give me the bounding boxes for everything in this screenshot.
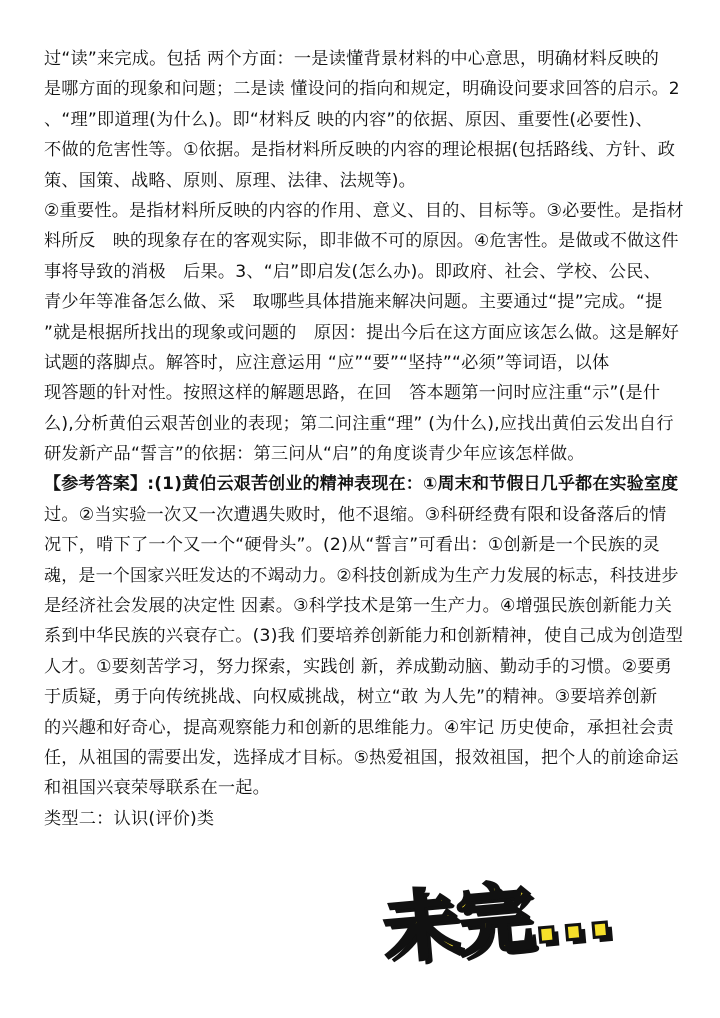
text-line: 系到中华民族的兴衰存亡。(3)我 们要培养创新能力和创新精神，使自己成为创造型 [44, 626, 684, 647]
unfinished-sticker: 未完... [379, 865, 615, 974]
text-line: ②重要性。是指材料所反映的内容的作用、意义、目的、目标等。③必要性。是指材 [44, 200, 684, 221]
text-line: 试题的落脚点。解答时，应注意运用 “应”“要”“坚持”“必须”等词语，以体 [44, 352, 610, 373]
text-line: 的兴趣和好奇心，提高观察能力和创新的思维能力。④牢记 历史使命，承担社会责 [44, 717, 674, 738]
text-line: 么),分析黄伯云艰苦创业的表现；第二问注重“理” (为什么),应找出黄伯云发出自行 [44, 413, 674, 434]
text-line: 料所反 映的现象存在的客观实际，即非做不可的原因。④危害性。是做或不做这件 [44, 231, 679, 252]
text-line: 于质疑，勇于向传统挑战、向权威挑战，树立“敢 为人先”的精神。③要培养创新 [44, 687, 658, 708]
text-line: 研发新产品“誓言”的依据：第三问从“启”的角度谈青少年应该怎样做。 [44, 444, 585, 465]
text-line: 况下，啃下了一个又一个“硬骨头”。(2)从“誓言”可看出：①创新是一个民族的灵 [44, 535, 660, 556]
text-line: 不做的危害性等。①依据。是指材料所反映的内容的理论根据(包括路线、方针、政 [44, 140, 676, 161]
text-line: ”就是根据所找出的现象或问题的 原因：提出今后在这方面应该怎么做。这是解好 [44, 322, 680, 343]
document-body [44, 44, 684, 834]
text-line: 、“理”即道理(为什么)。即“材料反 映的内容”的依据、原因、重要性(必要性)、 [44, 109, 653, 130]
section-heading: 类型二：认识(评价)类 [44, 808, 215, 829]
text-line: 人才。①要刻苦学习，努力探索，实践创 新，养成勤动脑、勤动手的习惯。②要勇 [44, 656, 673, 677]
text-line: 过。②当实验一次又一次遭遇失败时，他不退缩。③科研经费有限和设备落后的情 [44, 504, 667, 525]
text-line: 青少年等准备怎么做、采 取哪些具体措施来解决问题。主要通过“提”完成。“提 [44, 292, 663, 313]
reference-answer-line: 【参考答案】:(1)黄伯云艰苦创业的精神表现在：①周末和节假日几乎都在实验室度 [44, 474, 679, 495]
text-line: 魂，是一个国家兴旺发达的不竭动力。②科技创新成为生产力发展的标志，科技进步 [44, 565, 679, 586]
text-line: 任，从祖国的需要出发，选择成才目标。⑤热爱祖国，报效祖国，把个人的前途命运 [44, 747, 679, 768]
text-line: 策、国策、战略、原则、原理、法律、法规等)。 [44, 170, 417, 191]
text-line: 是哪方面的现象和问题；二是读 懂设问的指向和规定，明确设问要求回答的启示。2 [44, 79, 680, 100]
text-line: 是经济社会发展的决定性 因素。③科学技术是第一生产力。④增强民族创新能力关 [44, 596, 673, 617]
text-line: 事将导致的消极 后果。3、“启”即启发(怎么办)。即政府、社会、学校、公民、 [44, 261, 661, 282]
text-line: 和祖国兴衰荣辱联系在一起。 [44, 778, 271, 799]
text-line: 过“读”来完成。包括 两个方面：一是读懂背景材料的中心意思，明确材料反映的 [44, 49, 660, 69]
text-line: 现答题的针对性。按照这样的解题思路，在回 答本题第一问时应注重“示”(是什 [44, 383, 661, 404]
